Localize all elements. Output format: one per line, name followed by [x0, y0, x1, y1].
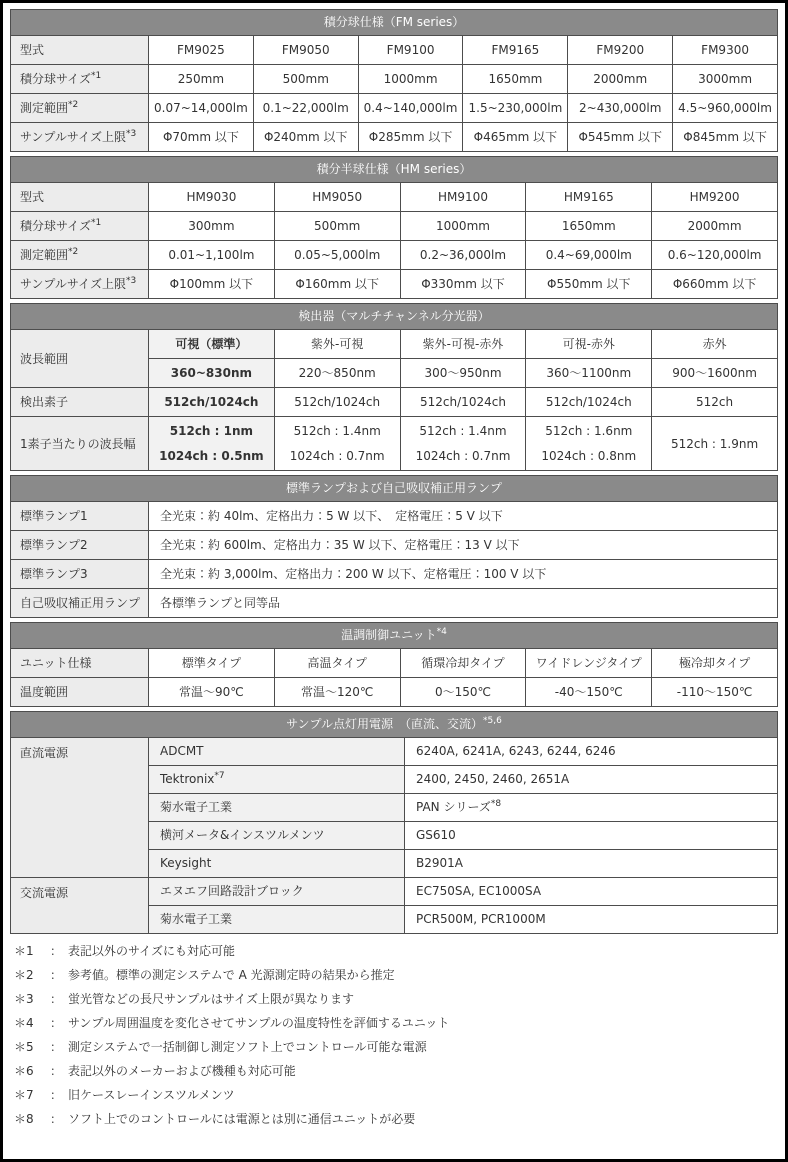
row-label-sup: *1 [91, 218, 102, 228]
row-label: 波長範囲 [11, 330, 149, 388]
spec-cell: 可視-赤外 [526, 330, 652, 359]
footnotes [10, 944, 778, 1127]
row-label-text: 型式 [20, 190, 45, 204]
footnote-separator: ： [49, 1064, 62, 1078]
spec-cell: 300～950nm [400, 359, 526, 388]
row-label-text: 測定範囲 [20, 101, 69, 115]
spec-cell: 512ch/1024ch [274, 388, 400, 417]
maker-name: 菊水電子工業 [160, 912, 233, 926]
maker-cell [149, 738, 405, 766]
section-header-detector [10, 303, 778, 330]
spec-cell: HM9050 [274, 183, 400, 212]
spec-cell: 極冷却タイプ [652, 649, 778, 678]
spec-cell: Φ100mm 以下 [149, 270, 275, 299]
spec-cell [526, 417, 652, 471]
maker-cell [149, 766, 405, 794]
spec-cell: 循環冷却タイプ [400, 649, 526, 678]
models-sup: *8 [490, 799, 502, 809]
spec-cell: 220～850nm [274, 359, 400, 388]
footnote-separator: ： [49, 1088, 62, 1102]
spec-cell: 全光束：約 3,000lm、定格出力：200 W 以下、定格電圧：100 V 以下 [149, 560, 778, 589]
footnote-separator: ： [49, 992, 62, 1006]
lamp-table [10, 501, 778, 618]
spec-cell: 3000mm [673, 65, 778, 94]
models-text: EC750SA, EC1000SA [416, 884, 542, 898]
spec-cell: 常温～120℃ [274, 678, 400, 707]
detector-section [10, 303, 778, 471]
spec-cell: 512ch/1024ch [526, 388, 652, 417]
row-label [11, 212, 149, 241]
spec-cell: 1000mm [358, 65, 463, 94]
footnote-number: ＊2 [14, 968, 34, 982]
models-text: PCR500M, PCR1000M [416, 912, 546, 926]
footnote-text: 表記以外のメーカーおよび機種も対応可能 [68, 1064, 296, 1078]
row-label: 標準ランプ2 [11, 531, 149, 560]
power-section [10, 711, 778, 934]
footnote-item [14, 1064, 778, 1079]
footnote-text: 表記以外のサイズにも対応可能 [68, 944, 236, 958]
spec-cell: -40～150℃ [526, 678, 652, 707]
spec-cell: 1000mm [400, 212, 526, 241]
spec-cell: Φ465mm 以下 [463, 123, 568, 152]
fm-table [10, 35, 778, 152]
table-row [11, 241, 778, 270]
detector-table [10, 329, 778, 471]
spec-cell [149, 417, 275, 471]
section-title-lamp: 標準ランプおよび自己吸収補正用ランプ [285, 481, 502, 495]
spec-cell: 300mm [149, 212, 275, 241]
models-cell [405, 878, 778, 906]
models-text: GS610 [416, 828, 456, 842]
row-label: 検出素子 [11, 388, 149, 417]
spec-cell: 1650mm [463, 65, 568, 94]
spec-cell: 各標準ランプと同等品 [149, 589, 778, 618]
row-label-sup: *2 [68, 247, 79, 257]
table-row [11, 94, 778, 123]
models-text: 6240A, 6241A, 6243, 6244, 6246 [416, 744, 616, 758]
spec-cell: HM9165 [526, 183, 652, 212]
table-row [11, 502, 778, 531]
models-cell [405, 738, 778, 766]
spec-cell: Φ70mm 以下 [149, 123, 254, 152]
spec-cell: 4.5~960,000lm [673, 94, 778, 123]
table-row [11, 270, 778, 299]
table-row [11, 123, 778, 152]
row-label: 温度範囲 [11, 678, 149, 707]
spec-cell: 1.5~230,000lm [463, 94, 568, 123]
spec-cell-line1: 512ch : 1nm [169, 424, 254, 438]
maker-name: Tektronix [160, 772, 215, 786]
section-header-lamp [10, 475, 778, 502]
spec-cell: -110～150℃ [652, 678, 778, 707]
spec-cell: 512ch/1024ch [400, 388, 526, 417]
footnote-text: ソフト上でのコントロールには電源とは別に通信ユニットが必要 [68, 1112, 416, 1126]
models-text: B2901A [416, 856, 463, 870]
section-title-power: サンプル点灯用電源 （直流、交流） [286, 717, 484, 731]
spec-cell: 0.05~5,000lm [274, 241, 400, 270]
spec-cell: FM9200 [568, 36, 673, 65]
spec-cell [274, 417, 400, 471]
footnote-item [14, 944, 778, 959]
spec-cell: Φ240mm 以下 [253, 123, 358, 152]
footnote-text: 参考値。標準の測定システムで A 光源測定時の結果から推定 [68, 968, 395, 982]
footnote-item [14, 968, 778, 983]
spec-cell: 標準タイプ [149, 649, 275, 678]
spec-cell: Φ550mm 以下 [526, 270, 652, 299]
footnote-number: ＊4 [14, 1016, 34, 1030]
spec-cell: 0～150℃ [400, 678, 526, 707]
spec-cell: 紫外-可視-赤外 [400, 330, 526, 359]
spec-cell: 0.2~36,000lm [400, 241, 526, 270]
footnote-separator: ： [49, 944, 62, 958]
table-row [11, 878, 778, 906]
section-title-fm-series: 積分球仕様（FM series） [323, 15, 465, 29]
spec-cell: 常温～90℃ [149, 678, 275, 707]
temp-table [10, 648, 778, 707]
section-header-hm-series [10, 156, 778, 183]
section-title-hm-series: 積分半球仕様（HM series） [316, 162, 472, 176]
row-label [11, 65, 149, 94]
footnote-separator: ： [49, 1040, 62, 1054]
section-header-fm-series [10, 9, 778, 36]
maker-name: 横河メータ&インスツルメンツ [160, 828, 325, 842]
maker-cell [149, 878, 405, 906]
footnote-text: 旧ケースレーインスツルメンツ [68, 1088, 235, 1102]
spec-cell: 2~430,000lm [568, 94, 673, 123]
spec-cell: Φ285mm 以下 [358, 123, 463, 152]
maker-cell [149, 794, 405, 822]
table-row [11, 738, 778, 766]
table-row [11, 678, 778, 707]
spec-cell: 512ch/1024ch [149, 388, 275, 417]
spec-cell: 360～1100nm [526, 359, 652, 388]
spec-cell: 全光束：約 600lm、定格出力：35 W 以下、定格電圧：13 V 以下 [149, 531, 778, 560]
spec-cell: 0.1~22,000lm [253, 94, 358, 123]
row-label [11, 94, 149, 123]
row-label-text: 型式 [20, 43, 45, 57]
spec-cell: 1650mm [526, 212, 652, 241]
table-row [11, 649, 778, 678]
maker-cell [149, 822, 405, 850]
section-title-temp-unit: 温調制御ユニット [341, 628, 437, 642]
footnote-number: ＊7 [14, 1088, 34, 1102]
models-cell [405, 850, 778, 878]
maker-sup: *7 [214, 771, 225, 781]
lamp-section [10, 475, 778, 618]
spec-cell: 500mm [253, 65, 358, 94]
row-label-sup: *3 [125, 276, 137, 286]
section-title-detector: 検出器（マルチチャンネル分光器） [298, 309, 490, 323]
footnote-separator: ： [49, 968, 62, 982]
models-cell [405, 766, 778, 794]
spec-cell: FM9300 [673, 36, 778, 65]
spec-cell-line2: 1024ch : 0.8nm [541, 449, 637, 463]
table-row [11, 36, 778, 65]
spec-cell: FM9165 [463, 36, 568, 65]
footnote-item [14, 1040, 778, 1055]
row-label [11, 270, 149, 299]
spec-cell: FM9050 [253, 36, 358, 65]
hm-series-section [10, 156, 778, 299]
table-row [11, 212, 778, 241]
spec-cell: HM9100 [400, 183, 526, 212]
spec-cell: Φ545mm 以下 [568, 123, 673, 152]
footnote-separator: ： [49, 1112, 62, 1126]
power-table [10, 737, 778, 934]
section-title-sup: *4 [436, 627, 447, 637]
row-label-text: 積分球サイズ [20, 72, 92, 86]
table-row [11, 388, 778, 417]
footnote-item [14, 1088, 778, 1103]
spec-cell: Φ330mm 以下 [400, 270, 526, 299]
row-label-sup: *1 [91, 71, 102, 81]
spec-cell: 900～1600nm [652, 359, 778, 388]
table-row [11, 183, 778, 212]
footnote-number: ＊3 [14, 992, 34, 1006]
spec-cell: Φ845mm 以下 [673, 123, 778, 152]
section-title-sup: *5,6 [483, 716, 502, 726]
temp-unit-section [10, 622, 778, 707]
section-header-temp-unit [10, 622, 778, 649]
footnote-item [14, 1112, 778, 1127]
spec-cell: 全光束：約 40lm、定格出力：5 W 以下、 定格電圧：5 V 以下 [149, 502, 778, 531]
row-label: 標準ランプ1 [11, 502, 149, 531]
table-row [11, 330, 778, 359]
models-text: PAN シリーズ [416, 800, 491, 814]
footnote-separator: ： [49, 1016, 62, 1030]
maker-name: エヌエフ回路設計ブロック [160, 884, 304, 898]
maker-name: Keysight [160, 856, 212, 870]
fm-series-section [10, 9, 778, 152]
table-row [11, 531, 778, 560]
spec-cell: 250mm [149, 65, 254, 94]
footnote-text: サンプル周囲温度を変化させてサンプルの温度特性を評価するユニット [68, 1016, 450, 1030]
row-label-text: 測定範囲 [20, 248, 69, 262]
table-row [11, 589, 778, 618]
spec-cell [400, 417, 526, 471]
maker-cell [149, 850, 405, 878]
spec-cell-line2: 1024ch : 0.7nm [289, 449, 385, 463]
footnote-number: ＊6 [14, 1064, 34, 1078]
spec-cell-line1: 512ch : 1.4nm [293, 424, 381, 438]
row-label: ユニット仕様 [11, 649, 149, 678]
spec-cell: HM9030 [149, 183, 275, 212]
spec-cell: 0.6~120,000lm [652, 241, 778, 270]
spec-cell-line1: 512ch : 1.9nm [671, 436, 759, 451]
spec-cell-line2: 1024ch : 0.7nm [415, 449, 511, 463]
models-cell [405, 906, 778, 934]
table-row [11, 560, 778, 589]
spec-cell: 高温タイプ [274, 649, 400, 678]
footnote-number: ＊1 [14, 944, 34, 958]
models-text: 2400, 2450, 2460, 2651A [416, 772, 570, 786]
maker-name: 菊水電子工業 [160, 800, 233, 814]
spec-cell: Φ660mm 以下 [652, 270, 778, 299]
footnote-text: 測定システムで一括制御し測定ソフト上でコントロール可能な電源 [68, 1040, 427, 1054]
row-label-text: サンプルサイズ上限 [20, 130, 126, 144]
row-label: 標準ランプ3 [11, 560, 149, 589]
spec-cell-line1: 512ch : 1.6nm [545, 424, 633, 438]
spec-cell: 赤外 [652, 330, 778, 359]
spec-cell [652, 417, 778, 471]
footnote-number: ＊5 [14, 1040, 34, 1054]
table-row [11, 417, 778, 471]
spec-cell: HM9200 [652, 183, 778, 212]
table-row [11, 65, 778, 94]
footnote-item [14, 1016, 778, 1031]
maker-name: ADCMT [160, 744, 204, 758]
row-label [11, 123, 149, 152]
maker-cell [149, 906, 405, 934]
row-label: 直流電源 [11, 738, 149, 878]
spec-cell: ワイドレンジタイプ [526, 649, 652, 678]
row-label: 1素子当たりの波長幅 [11, 417, 149, 471]
row-label-sup: *2 [68, 100, 79, 110]
spec-cell: 2000mm [652, 212, 778, 241]
section-header-power [10, 711, 778, 738]
spec-cell: 0.4~140,000lm [358, 94, 463, 123]
row-label-text: 積分球サイズ [20, 219, 92, 233]
spec-cell: 2000mm [568, 65, 673, 94]
spec-cell: FM9025 [149, 36, 254, 65]
footnote-text: 蛍光管などの長尺サンプルはサイズ上限が異なります [68, 992, 354, 1006]
row-label: 自己吸収補正用ランプ [11, 589, 149, 618]
spec-cell: 0.4~69,000lm [526, 241, 652, 270]
models-cell [405, 794, 778, 822]
row-label-text: サンプルサイズ上限 [20, 277, 126, 291]
footnote-item [14, 992, 778, 1007]
row-label [11, 241, 149, 270]
models-cell [405, 822, 778, 850]
spec-cell: 紫外-可視 [274, 330, 400, 359]
spec-cell: 0.07~14,000lm [149, 94, 254, 123]
row-label [11, 183, 149, 212]
spec-cell: 500mm [274, 212, 400, 241]
spec-cell: Φ160mm 以下 [274, 270, 400, 299]
spec-cell: 512ch [652, 388, 778, 417]
spec-cell: FM9100 [358, 36, 463, 65]
hm-table [10, 182, 778, 299]
row-label [11, 36, 149, 65]
spec-cell-line2: 1024ch : 0.5nm [159, 449, 264, 463]
spec-cell-line1: 512ch : 1.4nm [419, 424, 507, 438]
spec-cell: 360~830nm [149, 359, 275, 388]
footnote-number: ＊8 [14, 1112, 34, 1126]
spec-cell: 可視（標準） [149, 330, 275, 359]
spec-cell: 0.01~1,100lm [149, 241, 275, 270]
row-label-sup: *3 [125, 129, 137, 139]
row-label: 交流電源 [11, 878, 149, 934]
